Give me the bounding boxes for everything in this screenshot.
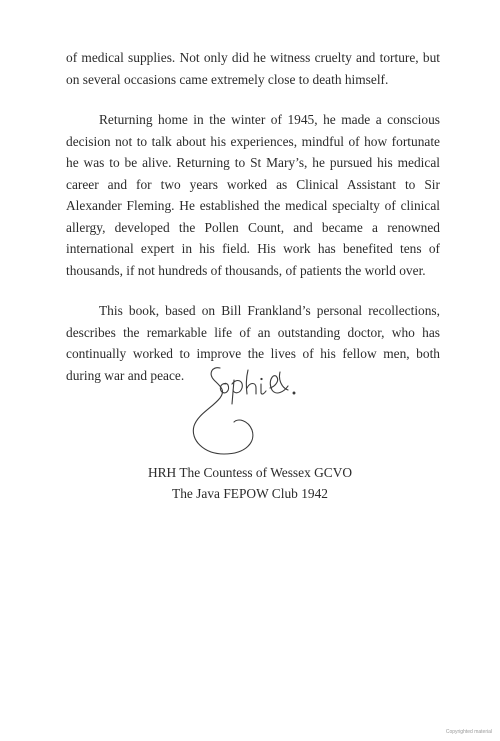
attribution-organization: The Java FEPOW Club 1942 bbox=[172, 486, 328, 501]
page-body bbox=[66, 47, 440, 405]
attribution-name: HRH The Countess of Wessex GCVO bbox=[147, 465, 353, 480]
paragraph-this-book: This book, based on Bill Frankland’s personal recollections, describes the remarkable life of an outstanding doctor, who has continually worked to improve the lives of his fellow men, both during war and peace. bbox=[66, 303, 440, 383]
copyright-notice: Copyrighted material bbox=[445, 729, 492, 735]
handwritten-signature bbox=[190, 362, 320, 460]
paragraph-returning-home: Returning home in the winter of 1945, he made a conscious decision not to talk about his experiences, mindful of how fortunate he was to be alive. Returning to St Mary’s, he pursued his medical career and for two years worked as Clinical Assistant to Sir Alexander Fleming. He established the medical specialty of clinical allergy, developed the Pollen Count, and became a renowned international expert in his field. His work has benefited tens of thousands, if not hundreds of thousands, of patients the world over. bbox=[66, 112, 440, 278]
attribution-block bbox=[0, 462, 500, 504]
paragraph-continuation: of medical supplies. Not only did he witness cruelty and torture, but on several occasions came extremely close to death himself. bbox=[66, 50, 440, 87]
